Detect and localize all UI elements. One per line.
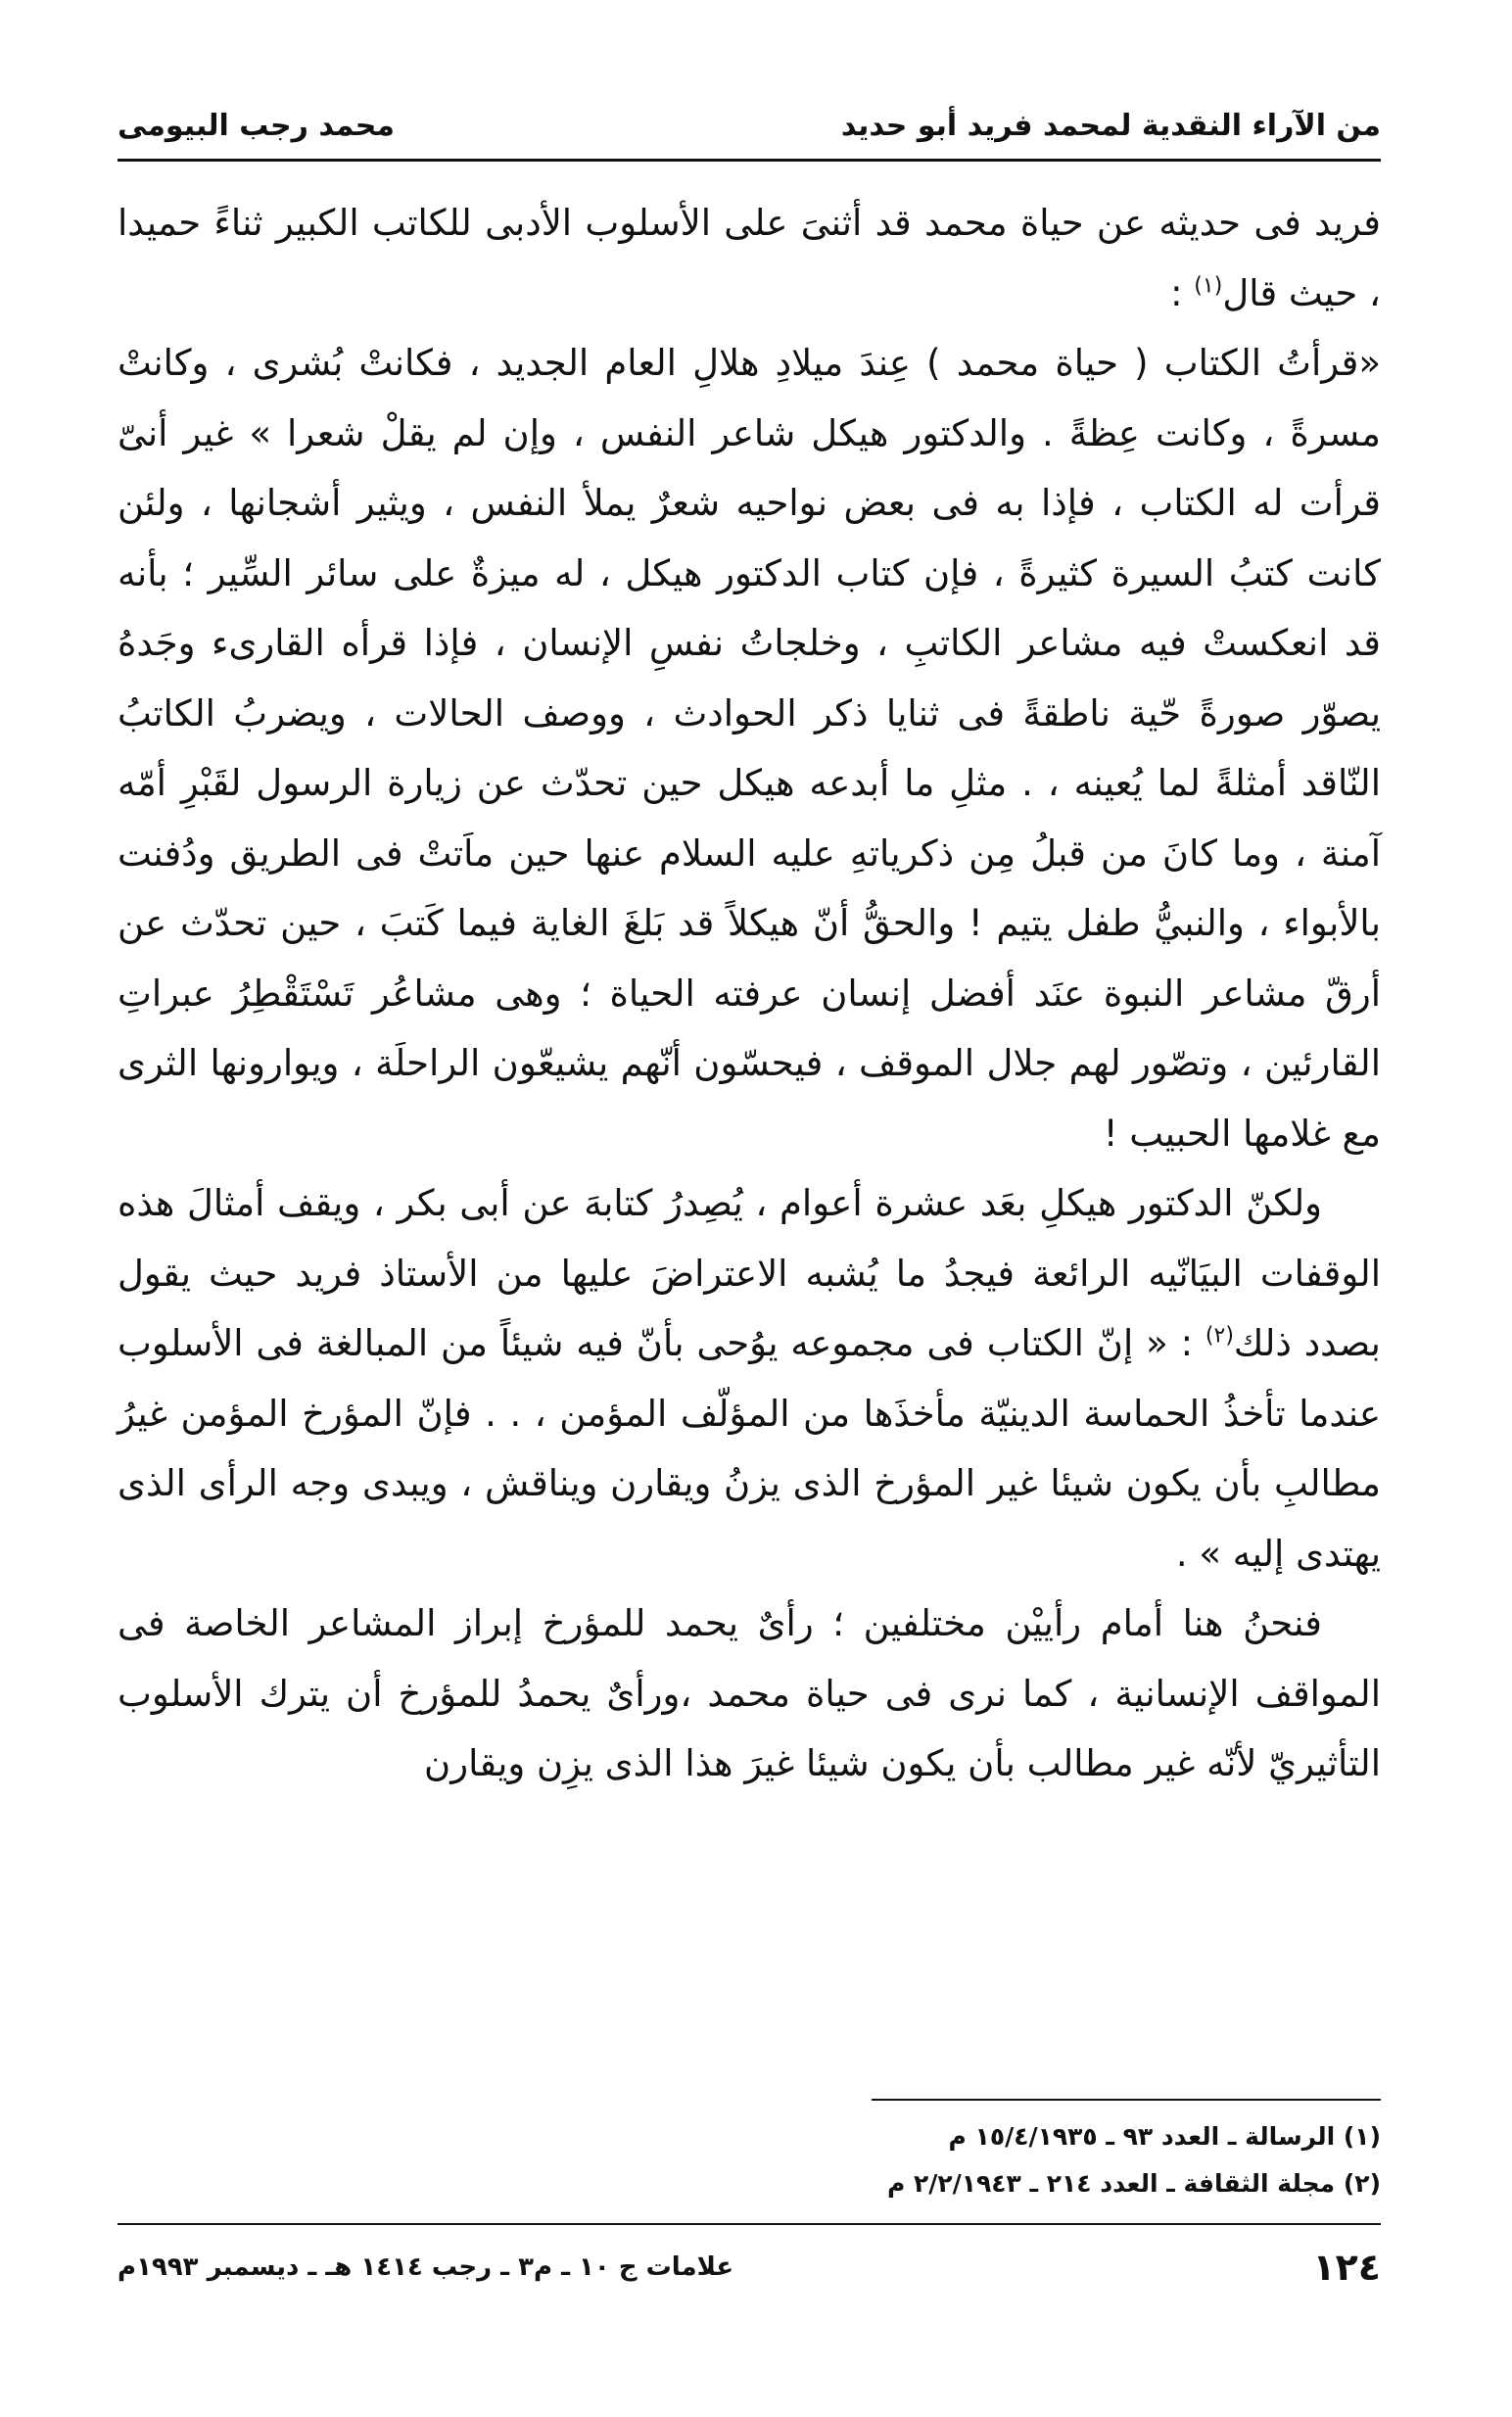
footnotes [695, 2113, 1381, 2207]
paragraph-3 [118, 1168, 1381, 1588]
header-divider [118, 159, 1381, 162]
paragraph-4: فنحنُ هنا أمام رأييْن مختلفين ؛ رأىٌ يحمد للمؤرخ إبراز المشاعر الخاصة فى المواقف الإنسانية ، كما نرى فى حياة محمد ،ورأىٌ يحمدُ للمؤرخ أن يترك الأسلوب التأثيريّ لأنّه غير مطالب بأن يكون شيئا غيرَ هذا الذى يزِن ويقارن [118, 1602, 1381, 1784]
article-title: من الآراء النقدية لمحمد فريد أبو حديد [840, 108, 1381, 143]
footnote-ref-1: (١) [1194, 273, 1223, 299]
article-body [118, 188, 1381, 1799]
running-footer [118, 2238, 1381, 2297]
paragraph-3-text-a: ولكنّ الدكتور هيكلِ بعَد عشرة أعوام ، يُصِدرُ كتابهَ عن أبى بكر ، ويقف أمثالَ هذه الوقفات البيَانّيه الرائعة فيجدُ ما يُشبه الاعتراضَ عليها من الأستاذ فريد حيث يقول بصدد ذلك [118, 1182, 1381, 1364]
footnote-1: (١) الرسالة ـ العدد ٩٣ ـ ١٥/٤/١٩٣٥ م [948, 2122, 1381, 2151]
journal-page [118, 78, 1381, 2350]
paragraph-1 [118, 188, 1381, 328]
paragraph-2-quote: «قرأتُ الكتاب ( حياة محمد ) عِندَ ميلادِ هلالِ العام الجديد ، فكانتْ بُشرى ، وكانتْ مسرةً ، وكانت عِظةً . والدكتور هيكل شاعر النفس ، وإن لم يقلْ شعرا » غير أنىّ قرأت له الكتاب ، فإذا به فى بعض نواحيه شعرٌ يملأ النفس ، ويثير أشجانها ، ولئن كانت كتبُ السيرة كثيرةً ، فإن كتاب الدكتور هيكل ، له ميزةٌ على سائر السِّير ؛ بأنه قد انعكستْ فيه مشاعر الكاتبِ ، وخلجاتُ نفسِ الإنسان ، فإذا قرأه القارىء وجَدهُ يصوّر صورةً حّية ناطقةً فى ثنايا ذكر الحوادث ، ووصف الحالات ، ويضربُ الكاتبُ النّاقد أمثلةً لما يُعينه ، . مثلِ ما أبدعه هيكل حين تحدّث عن زيارة الرسول لقَبْرِ أمّه آمنة ، وما كانَ من قبلُ مِن ذكرياتهِ عليه السلام عنها حين ماَتتْ فى الطريق ودُفنت بالأبواء ، والنبيُّ طفل يتيم ! والحقُّ أنّ هيكلاً قد بَلغَ الغاية فيما كَتبَ ، حين تحدّث عن أرقّ مشاعر النبوة عنَد أفضل إنسان عرفته الحياة ؛ وهى مشاعُر تَسْتَقْطِرُ عبراتِ القارئين ، وتصّور لهم جلال الموقف ، فيحسّون أنّهم يشيعّون الراحلَة ، ويوارونها الثرى مع غلامها الحبيب ! [118, 342, 1381, 1155]
running-header [118, 96, 1381, 155]
paragraph-1-end: : [1170, 271, 1195, 314]
paragraph-1-text: فريد فى حديثه عن حياة محمد قد أثنىَ على الأسلوب الأدبى للكاتب الكبير ثناءً حميدا ، حيث قال [118, 202, 1381, 314]
issue-info: علامات ج ١٠ ـ م٣ ـ رجب ١٤١٤ هـ ـ ديسمبر ١٩٩٣م [118, 2252, 734, 2282]
paragraph-3-text-b: : « إنّ الكتاب فى مجموعه يوُحى بأنّ فيه شيئاً من المبالغة فى الأسلوب عندما تأخذُ الحماسة الدينيّة مأخذَها من المؤلّف المؤمن ، . . فإنّ المؤرخ المؤمن غيرُ مطالبِ بأن يكون شيئا غير المؤرخ الذى يزنُ ويقارن ويناقش ، ويبدى وجه الرأى الذى يهتدى إليه » . [118, 1322, 1381, 1575]
footnote-divider [872, 2099, 1381, 2101]
page-number: ١٢٤ [1312, 2246, 1381, 2289]
author-name: محمد رجب البيومى [118, 108, 395, 143]
footnote-2: (٢) مجلة الثقافة ـ العدد ٢١٤ ـ ٢/٢/١٩٤٣ م [886, 2169, 1381, 2198]
footer-divider [118, 2223, 1381, 2225]
footnote-ref-2: (٢) [1205, 1323, 1234, 1349]
